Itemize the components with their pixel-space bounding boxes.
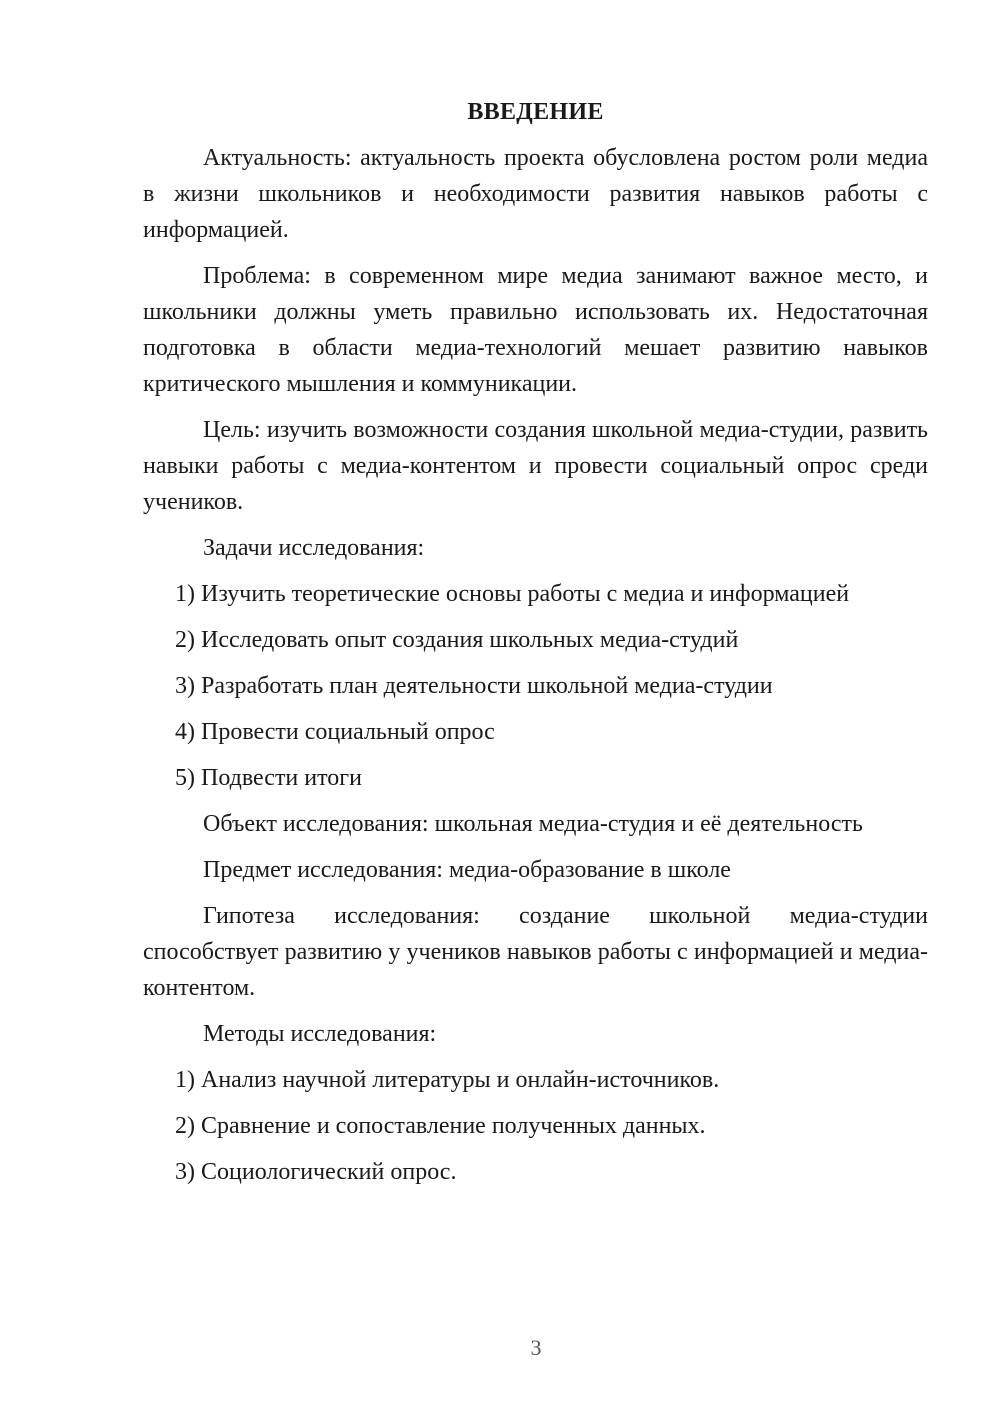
subject-line: Предмет исследования: медиа-образование в школе bbox=[203, 857, 731, 883]
task-item: 1) Изучить теоретические основы работы с медиа и информацией bbox=[175, 581, 850, 607]
task-item: 5) Подвести итоги bbox=[175, 765, 362, 791]
method-item: 3) Социологический опрос. bbox=[175, 1159, 457, 1185]
task-item: 3) Разработать план деятельности школьной медиа-студии bbox=[175, 673, 773, 699]
goal-paragraph: Цель: изучить возможности создания школьной медиа-студии, развить навыки работы с медиа-контентом и провести социальный опрос среди учеников. bbox=[143, 417, 928, 515]
methods-list bbox=[143, 1062, 928, 1190]
page-number: 3 bbox=[530, 1335, 542, 1360]
page-content bbox=[143, 94, 928, 1200]
task-item: 2) Исследовать опыт создания школьных медиа-студий bbox=[175, 627, 739, 653]
method-item: 2) Сравнение и сопоставление полученных данных. bbox=[175, 1113, 706, 1139]
task-item: 4) Провести социальный опрос bbox=[175, 719, 495, 745]
object-line: Объект исследования: школьная медиа-студия и её деятельность bbox=[203, 811, 863, 837]
section-heading: ВВЕДЕНИЕ bbox=[467, 99, 604, 125]
problem-paragraph: Проблема: в современном мире медиа занимают важное место, и школьники должны уметь правильно использовать их. Недостаточная подготовка в области медиа-технологий мешает развитию навыков критического мышления и коммуникации. bbox=[143, 263, 928, 397]
hypothesis-paragraph: Гипотеза исследования: создание школьной медиа-студии способствует развитию у учеников навыков работы с информацией и медиа-контентом. bbox=[143, 903, 928, 1001]
tasks-list bbox=[143, 576, 928, 796]
method-item: 1) Анализ научной литературы и онлайн-источников. bbox=[175, 1067, 720, 1093]
relevance-paragraph: Актуальность: актуальность проекта обусловлена ростом роли медиа в жизни школьников и необходимости развития навыков работы с информацией. bbox=[143, 145, 928, 243]
tasks-title: Задачи исследования: bbox=[203, 535, 425, 561]
methods-title: Методы исследования: bbox=[203, 1021, 437, 1047]
